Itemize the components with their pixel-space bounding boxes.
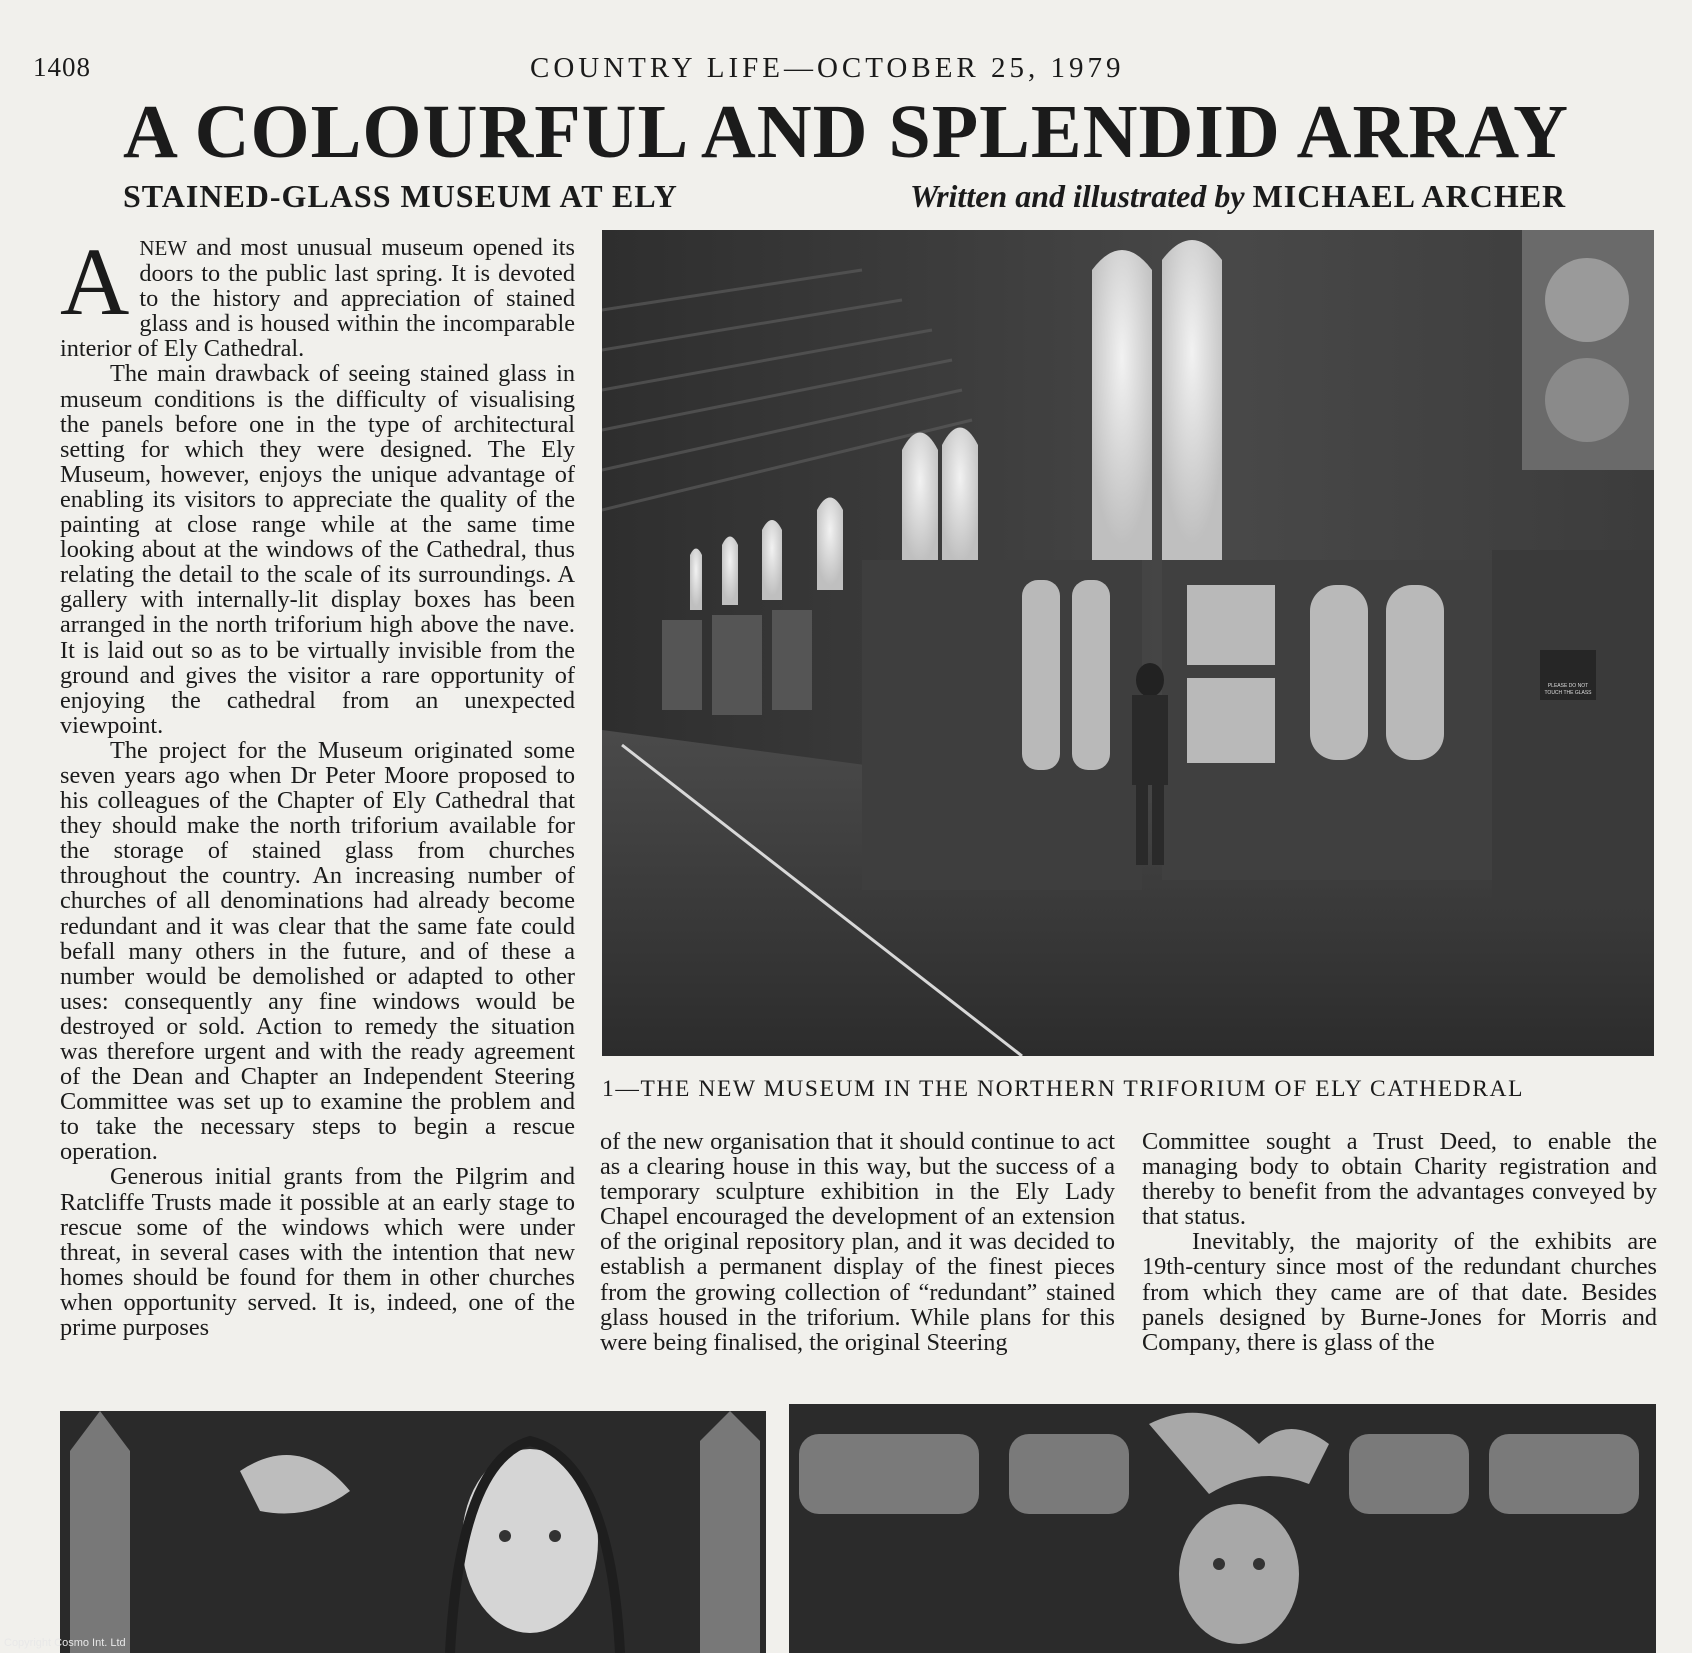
paragraph-3: The project for the Museum originated some seven years ago when Dr Peter Moore proposed to his colleagues of the Chapter of Ely Cathedral that they should make the north triforium available for the storage of stained glass from churches throughout the country. An increasing number of churches of all denominations had already become redundant and it was clear that the same fate could befall many others in the future, and of these a number would be demolished or adapted to other uses: consequently any fine windows would be destroyed or sold. Action to remedy the situation was therefore urgent and with the ready agreement of the Dean and Chapter an Independent Steering Committee was set up to examine the problem and to take the necessary steps to begin a rescue operation. bbox=[60, 736, 575, 1166]
stained-glass-detail-photo-right bbox=[789, 1404, 1656, 1653]
article-subtitle: STAINED-GLASS MUSEUM AT ELY bbox=[123, 178, 678, 214]
stained-glass-detail-photo-left bbox=[60, 1411, 766, 1653]
article-title: A COLOURFUL AND SPLENDID ARRAY bbox=[122, 90, 1570, 174]
museum-photo-illustration bbox=[602, 230, 1654, 1056]
page-number: 1408 bbox=[33, 52, 91, 82]
paragraph-1 bbox=[60, 228, 575, 363]
museum-photograph bbox=[602, 230, 1654, 1056]
touch-glass-sign-line-1: PLEASE DO NOT bbox=[1547, 683, 1589, 689]
byline-prefix: Written and illustrated by bbox=[910, 178, 1245, 214]
paragraph-2: The main drawback of seeing stained glass in museum conditions is the difficulty of visualising the panels before one in the type of architectural setting for which they were designed. The Ely Museum, however, enjoys the unique advantage of enabling its visitors to appreciate the quality of the painting at close range while at the same time looking about at the windows of the Cathedral, thus relating the detail to the scale of its surroundings. A gallery with internally-lit display boxes has been arranged in the north triforium high above the nave. It is laid out so as to be virtually invisible from the ground and gives the visitor a rare opportunity of enjoying the cathedral from an unexpected viewpoint. bbox=[60, 360, 575, 739]
article-column-2 bbox=[600, 1129, 1115, 1355]
paragraph-1-text: and most unusual museum opened its doors to the public last spring. It is devoted to the history and appreciation of stained glass and is housed within the incomparable interior of Ely Cathedral. bbox=[60, 234, 575, 363]
opening-smallcaps: NEW bbox=[139, 236, 188, 260]
column-3-paragraph-1: Committee sought a Trust Deed, to enable the managing body to obtain Charity registration and thereby to benefit from the advantages conveyed by that status. bbox=[1142, 1128, 1657, 1231]
article-column-3 bbox=[1142, 1129, 1657, 1355]
article-column-1 bbox=[60, 228, 575, 1342]
stained-glass-left-illustration bbox=[60, 1411, 766, 1653]
drop-cap: A bbox=[60, 228, 130, 335]
column-3-paragraph-2: Inevitably, the majority of the exhibits are 19th-century since most of the redundant churches from which they came are of that date. Besides panels designed by Burne-Jones for Morris and Company, there is glass of the bbox=[1142, 1228, 1657, 1356]
copyright-watermark: Copyright Cosmo Int. Ltd bbox=[4, 1637, 126, 1649]
byline bbox=[910, 178, 1566, 215]
column-2-text: of the new organisation that it should continue to act as a clearing house in this way, but the success of a temporary sculpture exhibition in the Ely Lady Chapel encouraged the development of an extension of the original repository plan, and it was decided to establish a permanent display of the finest pieces from the growing collection of “redundant” stained glass housed in the triforium. While plans for this were being finalised, the original Steering bbox=[600, 1128, 1115, 1356]
touch-glass-sign-line-2: TOUCH THE GLASS bbox=[1544, 690, 1592, 696]
main-photo-caption: 1—THE NEW MUSEUM IN THE NORTHERN TRIFORIUM OF ELY CATHEDRAL bbox=[602, 1076, 1525, 1102]
stained-glass-right-illustration bbox=[789, 1404, 1656, 1653]
paragraph-4: Generous initial grants from the Pilgrim and Ratcliffe Trusts made it possible at an early stage to rescue some of the windows which were under threat, in several cases with the intention that new homes should be found for them in other churches when opportunity served. It is, indeed, one of the prime purposes bbox=[60, 1163, 575, 1342]
author-name: MICHAEL ARCHER bbox=[1252, 178, 1567, 214]
running-head: COUNTRY LIFE—OCTOBER 25, 1979 bbox=[530, 52, 1125, 84]
